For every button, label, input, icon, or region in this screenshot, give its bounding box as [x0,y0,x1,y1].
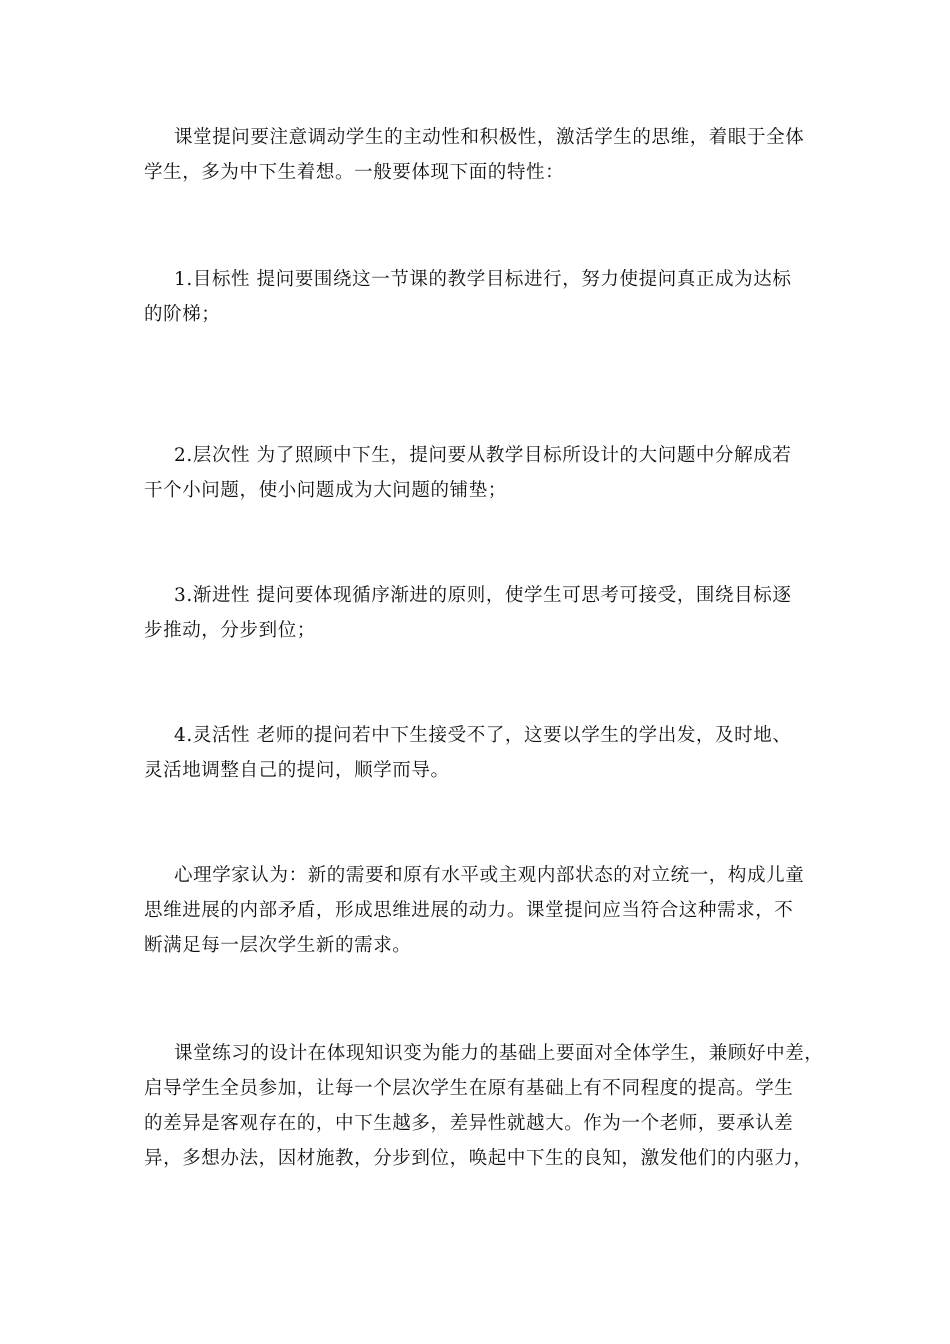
paragraph-line: 课堂练习的设计在体现知识变为能力的基础上要面对全体学生，兼顾好中差， [174,1043,824,1064]
paragraph-line: 4.灵活性 老师的提问若中下生接受不了，这要以学生的学出发，及时地、 [174,725,792,746]
paragraph-line: 启导学生全员参加，让每一个层次学生在原有基础上有不同程度的提高。学生 [144,1078,794,1099]
paragraph-line: 思维进展的内部矛盾，形成思维进展的动力。课堂提问应当符合这种需求，不 [144,900,794,921]
paragraph-line: 步推动，分步到位； [144,620,316,641]
paragraph-line: 的差异是客观存在的，中下生越多，差异性就越大。作为一个老师，要承认差 [144,1113,794,1134]
paragraph-line: 异，多想办法，因材施教，分步到位，唤起中下生的良知，激发他们的内驱力， [144,1148,813,1169]
paragraph-intro [144,120,844,190]
paragraph-line: 课堂提问要注意调动学生的主动性和积极性，激活学生的思维，着眼于全体 [174,127,805,148]
paragraph-line: 3.渐进性 提问要体现循序渐进的原则，使学生可思考可接受，围绕目标逐 [174,585,792,606]
paragraph-item-1 [144,262,844,332]
paragraph-item-4 [144,718,844,788]
paragraph-line: 干个小问题，使小问题成为大问题的铺垫； [144,480,507,501]
paragraph-line: 2.层次性 为了照顾中下生，提问要从教学目标所设计的大问题中分解成若 [174,445,792,466]
paragraph-line: 灵活地调整自己的提问，顺学而导。 [144,760,450,781]
paragraph-line: 断满足每一层次学生新的需求。 [144,935,412,956]
paragraph-line: 1.目标性 提问要围绕这一节课的教学目标进行，努力使提问真正成为达标 [174,269,792,290]
paragraph-exercises [144,1036,844,1176]
paragraph-psychology [144,858,844,963]
paragraph-line: 心理学家认为：新的需要和原有水平或主观内部状态的对立统一，构成儿童 [174,865,805,886]
paragraph-line: 的阶梯； [144,304,221,325]
paragraph-line: 学生，多为中下生着想。一般要体现下面的特性： [144,162,565,183]
paragraph-item-2 [144,438,844,508]
paragraph-item-3 [144,578,844,648]
